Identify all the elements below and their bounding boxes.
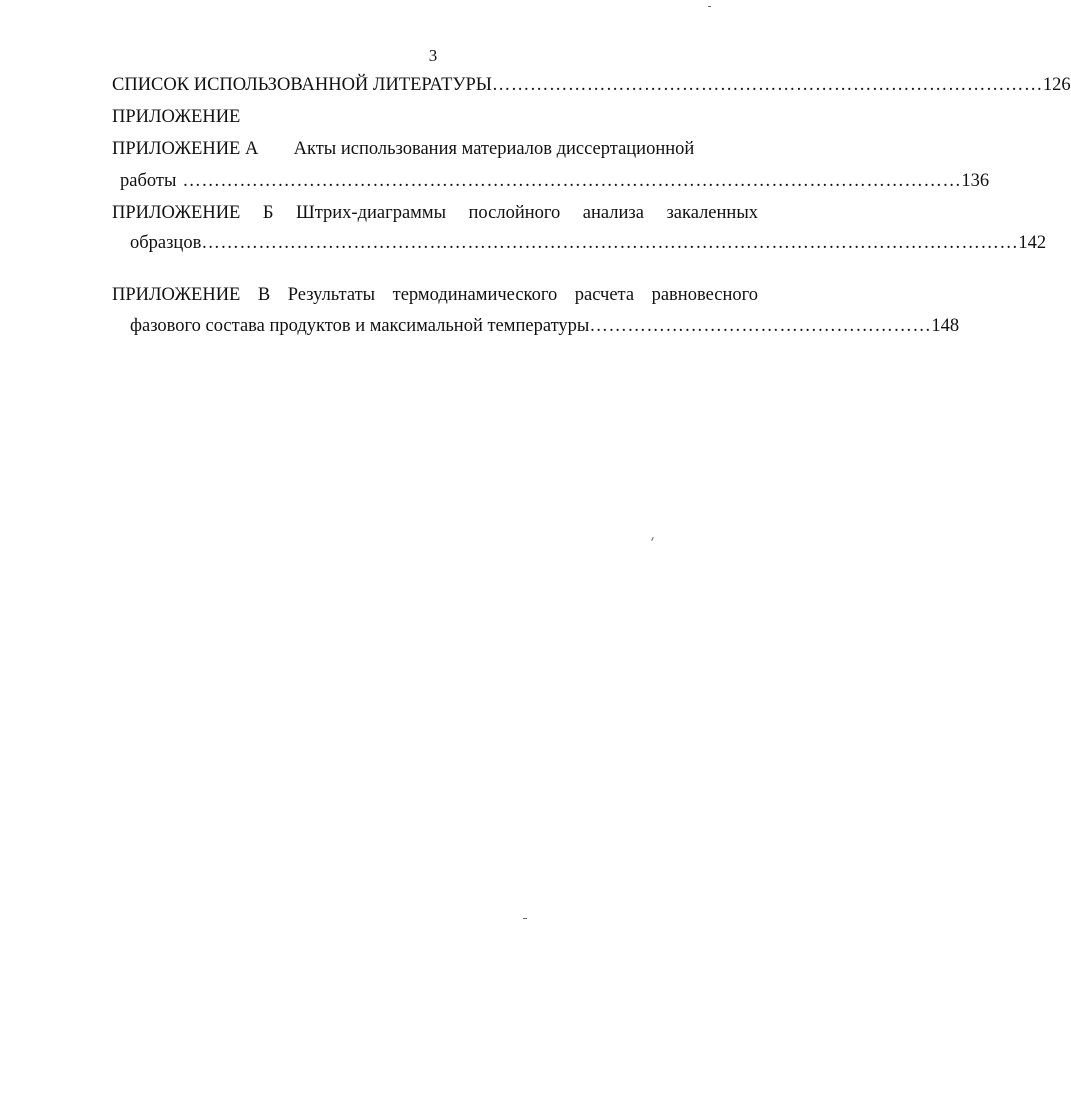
- page-number: 3: [428, 46, 438, 65]
- toc-entry-word: равновесного: [651, 285, 758, 305]
- toc-leader-dots: ………………………………………………: [589, 316, 932, 336]
- toc-entry-title-continued: образцов: [130, 233, 202, 253]
- toc-page-number: 148: [931, 316, 960, 336]
- toc-entry-word: закаленных: [666, 203, 758, 223]
- toc-entry-label: ПРИЛОЖЕНИЕ А: [112, 139, 259, 159]
- toc-entry-label-letter: Б: [262, 203, 274, 223]
- toc-entry-title: СПИСОК ИСПОЛЬЗОВАННОЙ ЛИТЕРАТУРЫ: [112, 75, 492, 95]
- toc-entry-appendix-a-line1: [112, 138, 712, 160]
- toc-entry-title: Акты использования материалов диссертационной: [293, 139, 695, 159]
- scan-speck: [708, 6, 711, 7]
- toc-entry-word: Штрих-диаграммы: [296, 203, 446, 223]
- toc-leader-dots: …………………………………………………………………………………………………………………: [201, 233, 1019, 253]
- toc-entry-word: расчета: [574, 285, 635, 305]
- toc-entry-appendix-c-line1: [112, 284, 758, 306]
- toc-entry-appendix-b-line2: [130, 232, 1047, 254]
- toc-entry-appendix-c-line2: [130, 315, 960, 337]
- scan-speck: [651, 537, 654, 541]
- toc-entry-label: ПРИЛОЖЕНИЕ: [112, 285, 241, 305]
- toc-entry-word: термодинамического: [392, 285, 558, 305]
- toc-entry-references: [112, 74, 1071, 96]
- toc-entry-label: ПРИЛОЖЕНИЕ: [112, 203, 241, 223]
- toc-page-number: 126: [1042, 75, 1071, 95]
- toc-entry-appendix-a-line2: [120, 170, 990, 192]
- toc-page-number: 136: [961, 171, 990, 191]
- toc-leader-dots: ……………………………………………………………………………………………………………: [182, 171, 962, 191]
- scan-speck: [523, 918, 527, 919]
- toc-entry-title-continued: работы: [120, 171, 177, 191]
- toc-entry-title-continued: фазового состава продуктов и максимальной температуры: [130, 316, 590, 336]
- toc-leader-dots: ……………………………………………………………………………: [491, 75, 1043, 95]
- toc-entry-word: послойного: [468, 203, 561, 223]
- toc-appendix-heading: ПРИЛОЖЕНИЕ: [112, 107, 241, 127]
- toc-entry-label-letter: В: [257, 285, 271, 305]
- toc-entry-word: Результаты: [287, 285, 376, 305]
- toc-entry-appendix-b-line1: [112, 202, 758, 224]
- toc-page-number: 142: [1018, 233, 1047, 253]
- toc-entry-word: анализа: [582, 203, 644, 223]
